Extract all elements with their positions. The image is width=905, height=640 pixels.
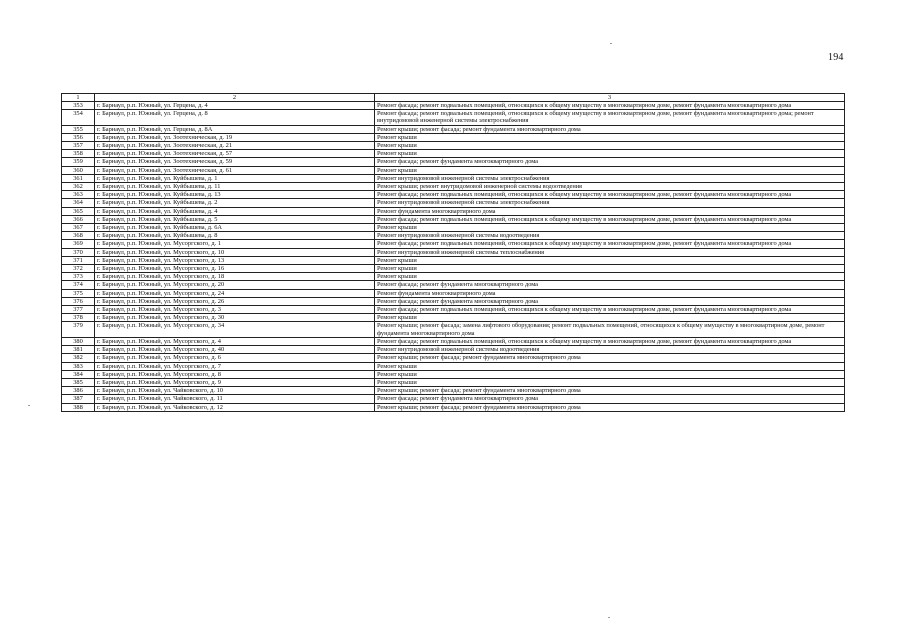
row-works-cell: Ремонт крыши <box>375 133 845 141</box>
row-address-cell: г. Барнаул, р.п. Южный, ул. Мусоргского, д. 7 <box>95 362 375 370</box>
row-address-cell: г. Барнаул, р.п. Южный, ул. Зоотехническая, д. 61 <box>95 166 375 174</box>
table-row <box>62 354 845 362</box>
row-number-cell: 364 <box>62 199 95 207</box>
column-header-number: 1 <box>62 94 95 102</box>
row-number-cell: 365 <box>62 207 95 215</box>
row-works-cell: Ремонт крыши; ремонт фасада; замена лифтового оборудования; ремонт подвальных помещений, относящихся к общему имуществу в многоквартирном доме, ремонт фундамента многоквартирного дома <box>375 322 845 337</box>
row-number-cell: 385 <box>62 378 95 386</box>
row-number-cell: 366 <box>62 215 95 223</box>
row-number-cell: 373 <box>62 273 95 281</box>
table-row <box>62 248 845 256</box>
row-address-cell: г. Барнаул, р.п. Южный, ул. Мусоргского, д. 34 <box>95 322 375 337</box>
table-row <box>62 183 845 191</box>
row-works-cell: Ремонт крыши <box>375 150 845 158</box>
row-address-cell: г. Барнаул, р.п. Южный, ул. Мусоргского, д. 13 <box>95 256 375 264</box>
table-row <box>62 191 845 199</box>
row-address-cell: г. Барнаул, р.п. Южный, ул. Куйбышева, д. 8 <box>95 232 375 240</box>
row-address-cell: г. Барнаул, р.п. Южный, ул. Зоотехническая, д. 59 <box>95 158 375 166</box>
row-address-cell: г. Барнаул, р.п. Южный, ул. Куйбышева, д. 6А <box>95 224 375 232</box>
row-works-cell: Ремонт крыши <box>375 265 845 273</box>
column-header-address: 2 <box>95 94 375 102</box>
row-number-cell: 386 <box>62 387 95 395</box>
row-number-cell: 378 <box>62 314 95 322</box>
table-row <box>62 297 845 305</box>
row-address-cell: г. Барнаул, р.п. Южный, ул. Мусоргского, д. 9 <box>95 378 375 386</box>
row-works-cell: Ремонт фасада; ремонт фундамента многоквартирного дома <box>375 297 845 305</box>
row-number-cell: 361 <box>62 174 95 182</box>
row-works-cell: Ремонт крыши <box>375 314 845 322</box>
row-number-cell: 355 <box>62 125 95 133</box>
row-number-cell: 359 <box>62 158 95 166</box>
scan-speck <box>28 405 30 406</box>
table-row <box>62 337 845 345</box>
row-number-cell: 377 <box>62 306 95 314</box>
row-works-cell: Ремонт внутридомовой инженерной системы водоотведения <box>375 346 845 354</box>
row-address-cell: г. Барнаул, р.п. Южный, ул. Герцена, д. 8А <box>95 125 375 133</box>
table-row <box>62 281 845 289</box>
row-number-cell: 369 <box>62 240 95 248</box>
row-works-cell: Ремонт внутридомовой инженерной системы теплоснабжения <box>375 248 845 256</box>
table-row <box>62 273 845 281</box>
table-row <box>62 265 845 273</box>
table-row <box>62 142 845 150</box>
row-address-cell: г. Барнаул, р.п. Южный, ул. Чайковского, д. 10 <box>95 387 375 395</box>
row-works-cell: Ремонт крыши; ремонт внутридомовой инженерной системы водоотведения <box>375 183 845 191</box>
row-works-cell: Ремонт крыши <box>375 370 845 378</box>
row-works-cell: Ремонт крыши; ремонт фасада; ремонт фундамента многоквартирного дома <box>375 125 845 133</box>
row-number-cell: 382 <box>62 354 95 362</box>
table-row <box>62 166 845 174</box>
row-number-cell: 354 <box>62 110 95 125</box>
row-address-cell: г. Барнаул, р.п. Южный, ул. Мусоргского, д. 18 <box>95 273 375 281</box>
row-address-cell: г. Барнаул, р.п. Южный, ул. Мусоргского, д. 30 <box>95 314 375 322</box>
table-row <box>62 158 845 166</box>
row-works-cell: Ремонт фасада; ремонт подвальных помещений, относящихся к общему имуществу в многоквартирном доме, ремонт фундамента многоквартирного дома <box>375 215 845 223</box>
row-works-cell: Ремонт фасада; ремонт фундамента многоквартирного дома <box>375 281 845 289</box>
row-works-cell: Ремонт фундамента многоквартирного дома <box>375 289 845 297</box>
row-number-cell: 358 <box>62 150 95 158</box>
row-address-cell: г. Барнаул, р.п. Южный, ул. Мусоргского, д. 6 <box>95 354 375 362</box>
row-number-cell: 363 <box>62 191 95 199</box>
row-number-cell: 357 <box>62 142 95 150</box>
table-row <box>62 110 845 125</box>
table-row <box>62 199 845 207</box>
row-works-cell: Ремонт внутридомовой инженерной системы электроснабжения <box>375 199 845 207</box>
row-works-cell: Ремонт фундамента многоквартирного дома <box>375 207 845 215</box>
row-number-cell: 368 <box>62 232 95 240</box>
row-number-cell: 383 <box>62 362 95 370</box>
row-address-cell: г. Барнаул, р.п. Южный, ул. Куйбышева, д. 5 <box>95 215 375 223</box>
row-works-cell: Ремонт крыши <box>375 224 845 232</box>
row-works-cell: Ремонт фасада; ремонт подвальных помещений, относящихся к общему имуществу в многоквартирном доме, ремонт фундамента многоквартирного дома <box>375 240 845 248</box>
row-address-cell: г. Барнаул, р.п. Южный, ул. Герцена, д. 4 <box>95 102 375 110</box>
table-row <box>62 150 845 158</box>
table-row <box>62 102 845 110</box>
row-address-cell: г. Барнаул, р.п. Южный, ул. Мусоргского, д. 40 <box>95 346 375 354</box>
row-works-cell: Ремонт внутридомовой инженерной системы электроснабжения <box>375 174 845 182</box>
row-address-cell: г. Барнаул, р.п. Южный, ул. Чайковского, д. 11 <box>95 395 375 403</box>
table-header-row <box>62 94 845 102</box>
row-works-cell: Ремонт крыши; ремонт фасада; ремонт фундамента многоквартирного дома <box>375 354 845 362</box>
table-row <box>62 256 845 264</box>
table-row <box>62 215 845 223</box>
table-row <box>62 289 845 297</box>
row-number-cell: 360 <box>62 166 95 174</box>
row-works-cell: Ремонт фасада; ремонт подвальных помещений, относящихся к общему имуществу в многоквартирном доме, ремонт фундамента многоквартирного дома <box>375 102 845 110</box>
table-row <box>62 362 845 370</box>
scan-speck <box>610 43 612 44</box>
row-number-cell: 381 <box>62 346 95 354</box>
row-number-cell: 376 <box>62 297 95 305</box>
row-address-cell: г. Барнаул, р.п. Южный, ул. Мусоргского, д. 4 <box>95 337 375 345</box>
row-number-cell: 375 <box>62 289 95 297</box>
row-number-cell: 370 <box>62 248 95 256</box>
row-address-cell: г. Барнаул, р.п. Южный, ул. Мусоргского, д. 24 <box>95 289 375 297</box>
row-address-cell: г. Барнаул, р.п. Южный, ул. Мусоргского, д. 20 <box>95 281 375 289</box>
row-number-cell: 374 <box>62 281 95 289</box>
table-row <box>62 306 845 314</box>
table-row <box>62 174 845 182</box>
table-row <box>62 403 845 411</box>
row-works-cell: Ремонт крыши <box>375 273 845 281</box>
row-address-cell: г. Барнаул, р.п. Южный, ул. Герцена, д. 8 <box>95 110 375 125</box>
row-number-cell: 371 <box>62 256 95 264</box>
table-row <box>62 314 845 322</box>
table-body <box>62 102 845 412</box>
row-address-cell: г. Барнаул, р.п. Южный, ул. Мусоргского, д. 10 <box>95 248 375 256</box>
row-address-cell: г. Барнаул, р.п. Южный, ул. Куйбышева, д. 4 <box>95 207 375 215</box>
row-address-cell: г. Барнаул, р.п. Южный, ул. Зоотехническая, д. 19 <box>95 133 375 141</box>
row-address-cell: г. Барнаул, р.п. Южный, ул. Куйбышева, д. 1 <box>95 174 375 182</box>
row-works-cell: Ремонт фасада; ремонт подвальных помещений, относящихся к общему имуществу в многоквартирном доме, ремонт фундамента многоквартирного дома <box>375 191 845 199</box>
row-address-cell: г. Барнаул, р.п. Южный, ул. Куйбышева, д. 11 <box>95 183 375 191</box>
row-number-cell: 367 <box>62 224 95 232</box>
row-works-cell: Ремонт внутридомовой инженерной системы водоотведения <box>375 232 845 240</box>
row-works-cell: Ремонт крыши <box>375 166 845 174</box>
table-row <box>62 240 845 248</box>
table-row <box>62 224 845 232</box>
row-address-cell: г. Барнаул, р.п. Южный, ул. Мусоргского, д. 8 <box>95 370 375 378</box>
row-number-cell: 353 <box>62 102 95 110</box>
row-number-cell: 384 <box>62 370 95 378</box>
table-row <box>62 387 845 395</box>
table-row <box>62 133 845 141</box>
table-row <box>62 395 845 403</box>
table-row <box>62 370 845 378</box>
page-number: 194 <box>828 52 844 63</box>
row-works-cell: Ремонт фасада; ремонт подвальных помещений, относящихся к общему имуществу в многоквартирном доме, ремонт фундамента многоквартирного дома <box>375 306 845 314</box>
row-works-cell: Ремонт крыши <box>375 256 845 264</box>
row-address-cell: г. Барнаул, р.п. Южный, ул. Чайковского, д. 12 <box>95 403 375 411</box>
row-number-cell: 388 <box>62 403 95 411</box>
repair-register-table <box>61 93 845 412</box>
row-address-cell: г. Барнаул, р.п. Южный, ул. Куйбышева, д. 13 <box>95 191 375 199</box>
row-number-cell: 380 <box>62 337 95 345</box>
row-number-cell: 387 <box>62 395 95 403</box>
table-row <box>62 322 845 337</box>
row-address-cell: г. Барнаул, р.п. Южный, ул. Мусоргского, д. 26 <box>95 297 375 305</box>
row-number-cell: 362 <box>62 183 95 191</box>
table-row <box>62 378 845 386</box>
row-works-cell: Ремонт фасада; ремонт подвальных помещений, относящихся к общему имуществу в многоквартирном доме, ремонт фундамента многоквартирного дома; ремонт внутридомовой инженерной системы электроснабжения <box>375 110 845 125</box>
scan-speck <box>608 617 610 618</box>
table-row <box>62 232 845 240</box>
row-works-cell: Ремонт крыши <box>375 362 845 370</box>
row-works-cell: Ремонт крыши <box>375 142 845 150</box>
row-address-cell: г. Барнаул, р.п. Южный, ул. Зоотехническая, д. 21 <box>95 142 375 150</box>
row-works-cell: Ремонт крыши <box>375 378 845 386</box>
row-works-cell: Ремонт фасада; ремонт фундамента многоквартирного дома <box>375 158 845 166</box>
table-row <box>62 346 845 354</box>
row-number-cell: 356 <box>62 133 95 141</box>
row-number-cell: 372 <box>62 265 95 273</box>
row-address-cell: г. Барнаул, р.п. Южный, ул. Мусоргского, д. 1 <box>95 240 375 248</box>
row-works-cell: Ремонт фасада; ремонт фундамента многоквартирного дома <box>375 395 845 403</box>
row-address-cell: г. Барнаул, р.п. Южный, ул. Куйбышева, д. 2 <box>95 199 375 207</box>
table-row <box>62 207 845 215</box>
row-address-cell: г. Барнаул, р.п. Южный, ул. Мусоргского, д. 16 <box>95 265 375 273</box>
row-works-cell: Ремонт фасада; ремонт подвальных помещений, относящихся к общему имуществу в многоквартирном доме, ремонт фундамента многоквартирного дома <box>375 337 845 345</box>
row-address-cell: г. Барнаул, р.п. Южный, ул. Мусоргского, д. 3 <box>95 306 375 314</box>
row-works-cell: Ремонт крыши; ремонт фасада; ремонт фундамента многоквартирного дома <box>375 387 845 395</box>
row-number-cell: 379 <box>62 322 95 337</box>
row-address-cell: г. Барнаул, р.п. Южный, ул. Зоотехническая, д. 57 <box>95 150 375 158</box>
column-header-works: 3 <box>375 94 845 102</box>
row-works-cell: Ремонт крыши; ремонт фасада; ремонт фундамента многоквартирного дома <box>375 403 845 411</box>
table-row <box>62 125 845 133</box>
